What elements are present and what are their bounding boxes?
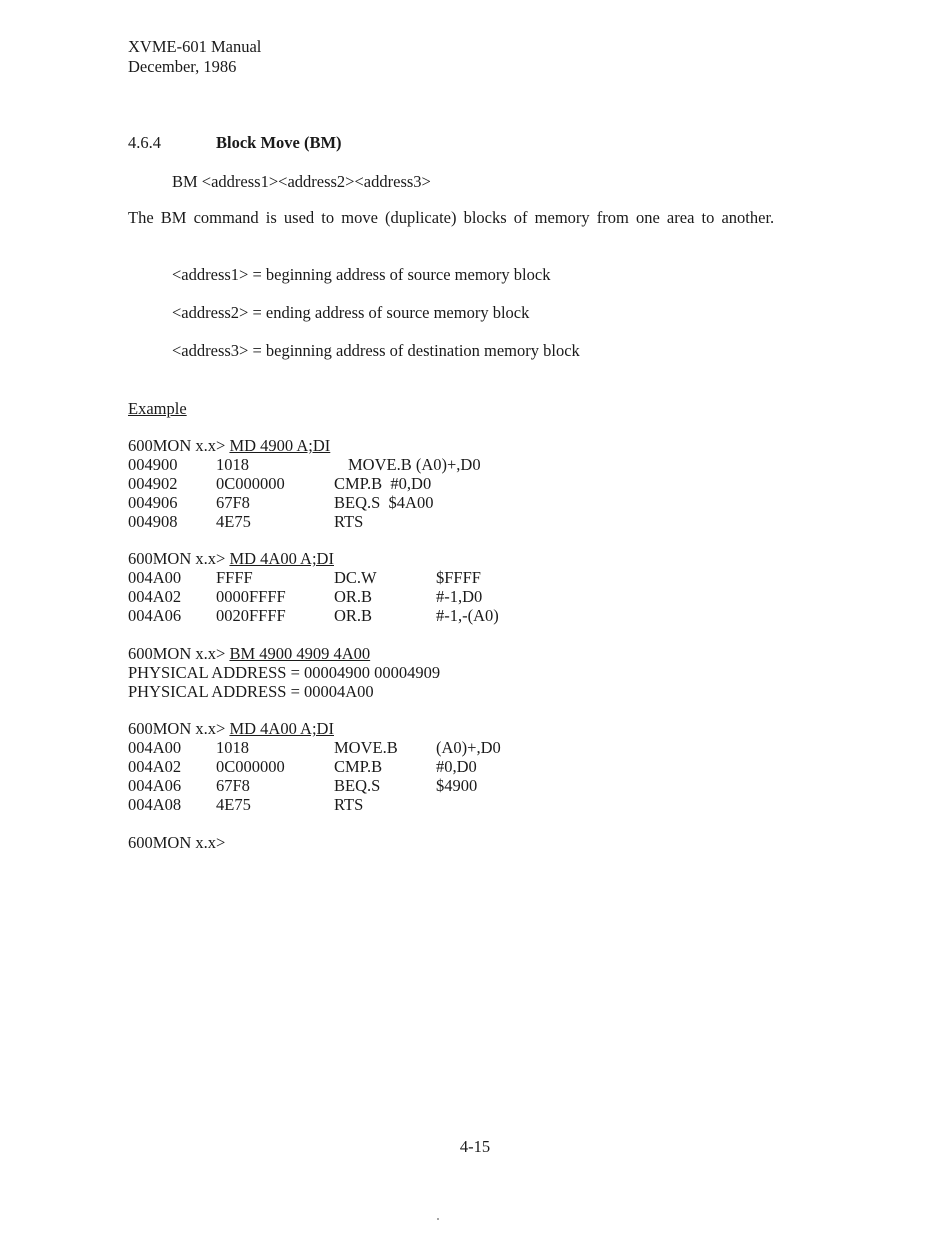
opcode: 4E75	[216, 512, 251, 531]
listing-row	[128, 738, 728, 757]
opcode: 67F8	[216, 776, 250, 795]
instruction: MOVE.B	[334, 738, 398, 757]
listing-row	[128, 587, 728, 606]
opcode: 0000FFFF	[216, 587, 286, 606]
address: 004A08	[128, 795, 182, 814]
listing-row	[128, 606, 728, 625]
param-address1: <address1> = beginning address of source memory block	[172, 265, 551, 284]
operand: #0,D0	[436, 757, 477, 776]
page-number: 4-15	[459, 1137, 491, 1156]
instruction: OR.B	[334, 606, 373, 625]
command-text: MD 4900 A;DI	[229, 436, 331, 455]
operand: $FFFF	[436, 568, 481, 587]
address: 004A00	[128, 738, 182, 757]
document-header-date: December, 1986	[128, 57, 237, 76]
address: 004A02	[128, 587, 182, 606]
example-heading: Example	[128, 399, 187, 418]
param-address3: <address3> = beginning address of destination memory block	[172, 341, 580, 360]
instruction: DC.W	[334, 568, 377, 587]
instruction: CMP.B #0,D0	[334, 474, 432, 493]
scan-speck	[437, 1218, 439, 1220]
listing-row	[128, 455, 728, 474]
command-text: MD 4A00 A;DI	[229, 719, 334, 738]
operand: $4900	[436, 776, 478, 795]
instruction: RTS	[334, 795, 364, 814]
opcode: 0C000000	[216, 474, 285, 493]
address: 004A06	[128, 776, 182, 795]
listing-row	[128, 568, 728, 587]
listing-row	[128, 474, 728, 493]
opcode: 1018	[216, 738, 249, 757]
operand: #-1,D0	[436, 587, 483, 606]
opcode: FFFF	[216, 568, 253, 587]
param-address2: <address2> = ending address of source memory block	[172, 303, 530, 322]
command-syntax: BM <address1><address2><address3>	[172, 172, 431, 191]
listing-row	[128, 776, 728, 795]
document-header-title: XVME-601 Manual	[128, 37, 262, 56]
final-prompt: 600MON x.x>	[128, 833, 226, 852]
command-text: BM 4900 4909 4A00	[229, 644, 371, 663]
operand: #-1,-(A0)	[436, 606, 499, 625]
instruction: RTS	[334, 512, 364, 531]
instruction: BEQ.S	[334, 776, 381, 795]
command-line-2	[128, 549, 334, 568]
address: 004900	[128, 455, 178, 474]
instruction: CMP.B	[334, 757, 383, 776]
address: 004902	[128, 474, 178, 493]
address: 004A06	[128, 606, 182, 625]
opcode: 0C000000	[216, 757, 285, 776]
physical-address-line-2: PHYSICAL ADDRESS = 00004A00	[128, 682, 374, 701]
operand: (A0)+,D0	[436, 738, 501, 757]
listing-row	[128, 512, 728, 531]
listing-row	[128, 493, 728, 512]
prompt: 600MON x.x>	[128, 436, 226, 455]
prompt: 600MON x.x>	[128, 549, 226, 568]
prompt: 600MON x.x>	[128, 644, 226, 663]
command-line-1	[128, 436, 330, 455]
command-line-3	[128, 644, 370, 663]
opcode: 1018	[216, 455, 249, 474]
command-line-4	[128, 719, 334, 738]
listing-row	[128, 795, 728, 814]
opcode: 67F8	[216, 493, 250, 512]
address: 004A02	[128, 757, 182, 776]
section-number: 4.6.4	[128, 133, 161, 152]
physical-address-line-1: PHYSICAL ADDRESS = 00004900 00004909	[128, 663, 441, 682]
command-text: MD 4A00 A;DI	[229, 549, 334, 568]
section-title: Block Move (BM)	[216, 133, 342, 152]
prompt: 600MON x.x>	[128, 719, 226, 738]
instruction: MOVE.B (A0)+,D0	[348, 455, 481, 474]
description-paragraph: The BM command is used to move (duplicate) blocks of memory from one area to another.	[128, 208, 775, 227]
address: 004908	[128, 512, 178, 531]
address: 004906	[128, 493, 178, 512]
opcode: 4E75	[216, 795, 251, 814]
address: 004A00	[128, 568, 182, 587]
listing-row	[128, 757, 728, 776]
opcode: 0020FFFF	[216, 606, 286, 625]
instruction: BEQ.S $4A00	[334, 493, 434, 512]
instruction: OR.B	[334, 587, 373, 606]
